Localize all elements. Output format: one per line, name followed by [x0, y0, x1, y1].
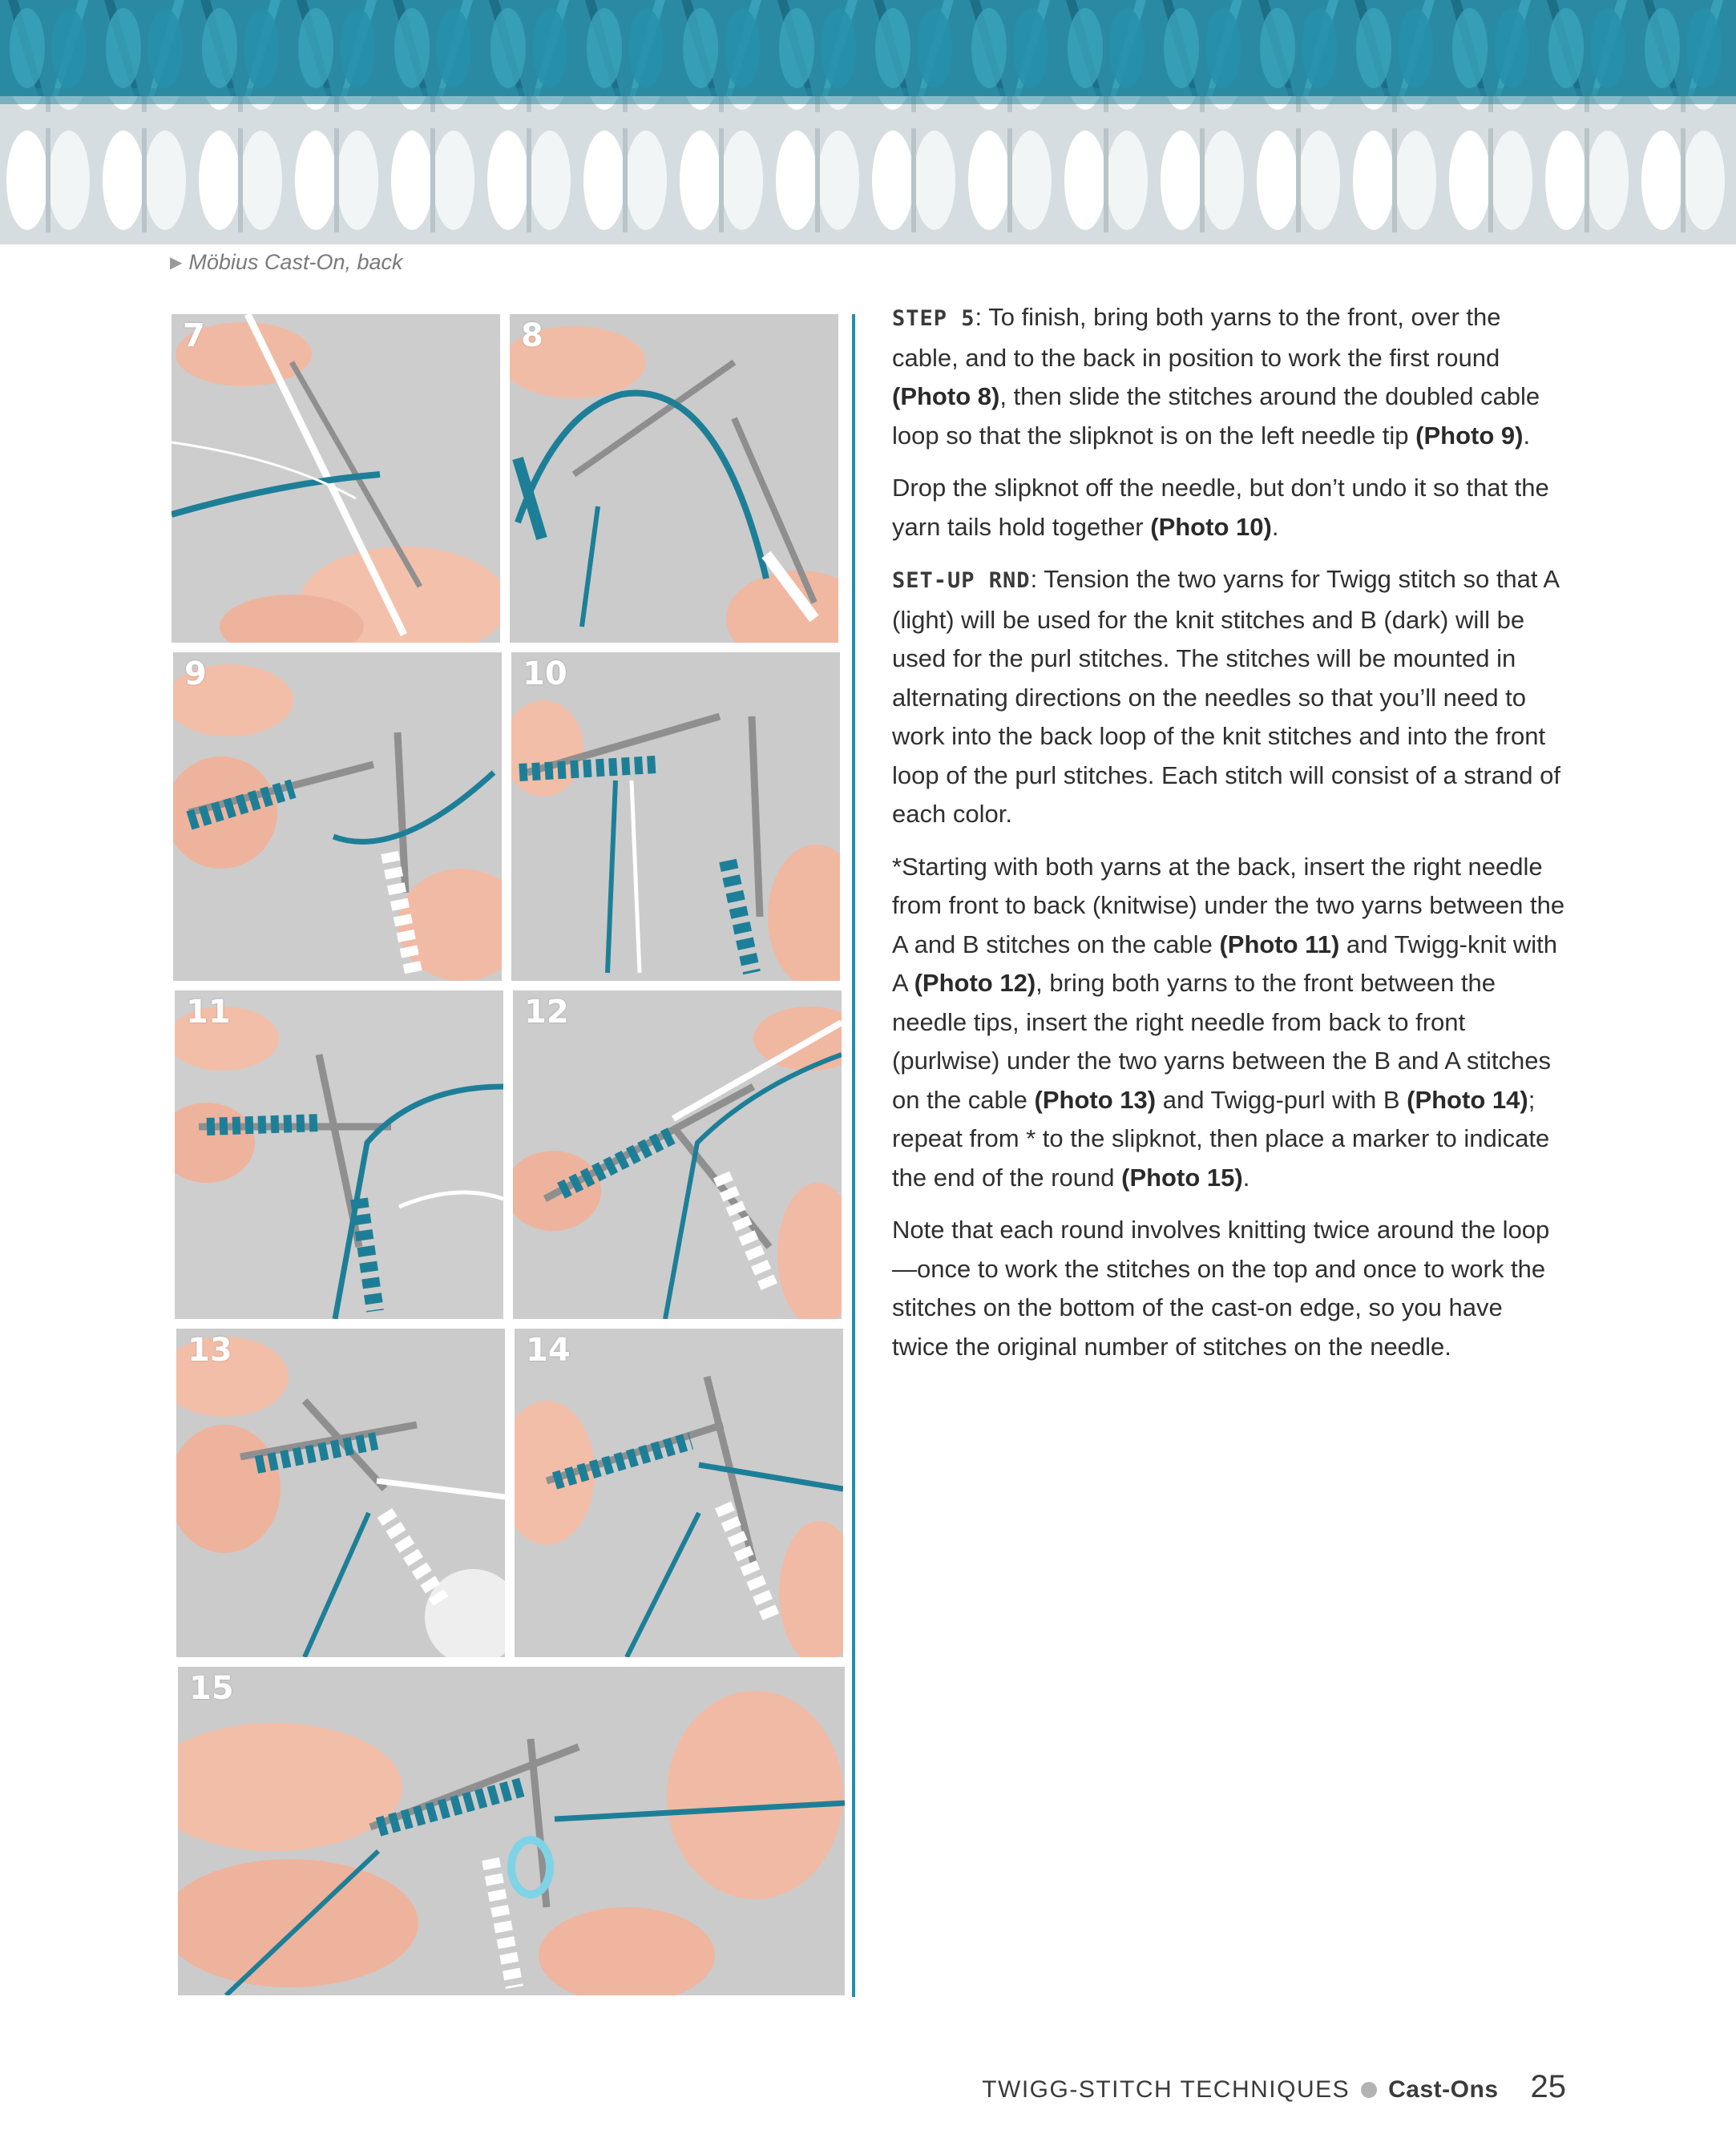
photo-number: 9: [184, 655, 207, 692]
photo-number: 12: [524, 994, 569, 1031]
column-divider: [852, 314, 855, 1997]
photo-13: [176, 1329, 505, 1657]
instruction-text: [892, 298, 1565, 1380]
photo-12: [513, 990, 842, 1319]
paragraph-starting: *Starting with both yarns at the back, insert the right needle from front to back (knitwise) under the two yarns between the A and B stitches on the cable (Photo 11) and Twigg-knit with A (Photo 12), bring both yarns to the front between the needle tips, insert the right needle from back to front (purlwise) under the two yarns between the B and A stitches on the cable (Photo 13) and Twigg-purl with B (Photo 14); repeat from * to the slipknot, then place a marker to indicate the end of the round (Photo 15).: [892, 852, 1565, 1192]
knitted-banner-image: [0, 0, 1736, 244]
photo-14: [515, 1329, 843, 1657]
photo-8: [510, 314, 838, 643]
photo-number: 14: [526, 1332, 571, 1369]
page-footer: [982, 2069, 1566, 2105]
paragraph-step-5: STEP 5: To finish, bring both yarns to the front, over the cable, and to the back in position to work the first round (Photo 8), then slide the stitches around the doubled cable loop so that the slipknot is on the left needle tip (Photo 9).: [892, 303, 1540, 450]
photo-number: 11: [186, 994, 231, 1031]
photo-10: [511, 652, 840, 981]
paragraph-drop-slipknot: Drop the slipknot off the needle, but don’t undo it so that the yarn tails hold together (Photo 10).: [892, 474, 1549, 541]
photo-11: [175, 990, 503, 1319]
photo-number: 13: [188, 1332, 232, 1369]
photo-number: 7: [183, 317, 205, 354]
photo-9: [173, 652, 502, 981]
photo-15: [178, 1667, 845, 1995]
photo-number: 15: [189, 1670, 234, 1707]
footer-section: TWIGG-STITCH TECHNIQUES: [982, 2076, 1350, 2103]
paragraph-set-up-rnd: SET-UP RND: Tension the two yarns for Twigg stitch so that A (light) will be used for the knit stitches and B (dark) will be used for the purl stitches. The stitches will be mounted in alternating directions on the needles so that you’ll need to work into the back loop of the knit stitches and into the front loop of the purl stitches. Each stitch will consist of a strand of each color.: [892, 565, 1560, 828]
photo-number: 8: [521, 317, 543, 354]
paragraph-note: Note that each round involves knitting twice around the loop—once to work the stitches on the top and once to work the stitches on the bottom of the cast-on edge, so you have twice the original number of stitches on the needle.: [892, 1216, 1550, 1361]
footer-dot-icon: [1361, 2082, 1377, 2098]
caption-triangle-icon: ▶: [170, 254, 183, 272]
banner-caption: ▶ Möbius Cast-On, back: [170, 250, 403, 274]
photo-number: 10: [523, 655, 567, 692]
footer-chapter: Cast-Ons: [1388, 2076, 1499, 2103]
photo-7: [172, 314, 500, 643]
page-number: 25: [1530, 2069, 1566, 2104]
